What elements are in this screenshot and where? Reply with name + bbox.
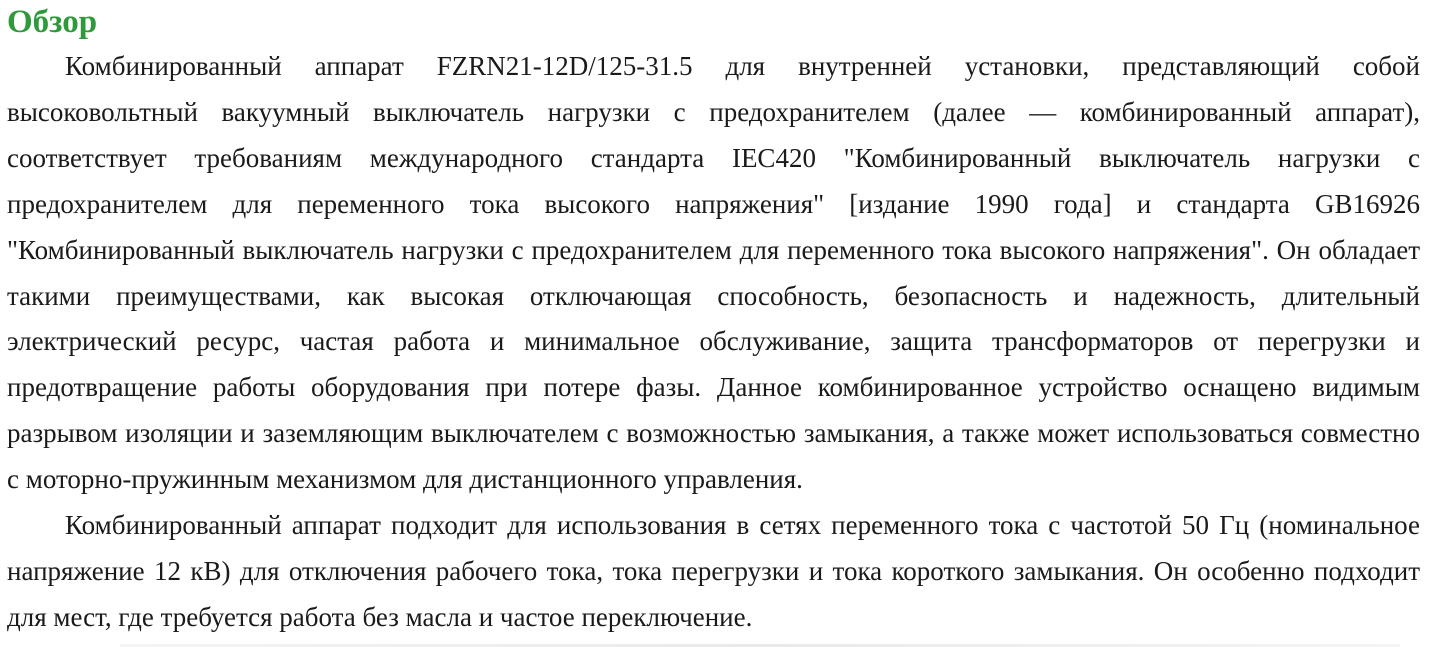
section-heading: Обзор [7, 4, 98, 40]
paragraph-application: Комбинированный аппарат подходит для использования в сетях переменного тока с частотой 50 Гц (номинальное напряжение 12 кВ) для отключения рабочего тока, тока перегрузки и тока короткого замыкания. Он особенно подходит для мест, где требуется работа без масла и частое переключение. [7, 510, 1420, 632]
section-body [7, 44, 1420, 641]
paragraph-description: Комбинированный аппарат FZRN21-12D/125-31.5 для внутренней установки, представляющий собой высоковольтный вакуумный выключатель нагрузки с предохранителем (далее — комбинированный аппарат), соответствует требованиям международного стандарта IEC420 "Комбинированный выключатель нагрузки с предохранителем для переменного тока высокого напряжения" [издание 1990 года] и стандарта GB16926 "Комбинированный выключатель нагрузки с предохранителем для переменного тока высокого напряжения". Он обладает такими преимуществами, как высокая отключающая способность, безопасность и надежность, длительный электрический ресурс, частая работа и минимальное обслуживание, защита трансформаторов от перегрузки и предотвращение работы оборудования при потере фазы. Данное комбинированное устройство оснащено видимым разрывом изоляции и заземляющим выключателем с возможностью замыкания, а также может использоваться совместно с моторно-пружинным механизмом для дистанционного управления. [7, 51, 1420, 495]
